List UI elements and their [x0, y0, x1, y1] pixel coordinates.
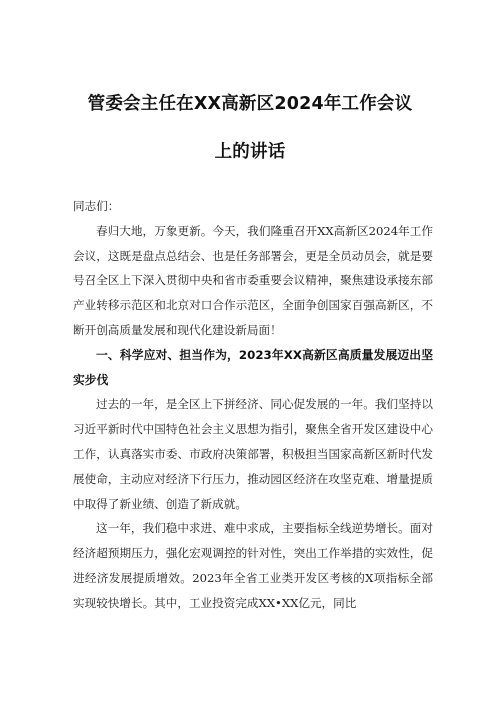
salutation: 同志们：	[73, 199, 120, 213]
document-body	[73, 194, 433, 616]
document-title-line2: 上的讲话	[214, 142, 286, 162]
paragraph-review: 过去的一年，是全区上下拼经济、同心促发展的一年。我们坚持以习近平新时代中国特色社会主义思想为指引，聚焦全省开发区建设中心工作，认真落实市委、市政府决策部署，积极担当国家高新区新时代发展使命，主动应对经济下行压力，推动园区经济在攻坚克难、增量提质中取得了新业绩、创造了新成就。	[73, 397, 433, 511]
paragraph-indicators: 这一年，我们稳中求进、难中求成，主要指标全线逆势增长。面对经济超预期压力，强化宏观调控的针对性，突出工作举措的实效性，促进经济发展提质增效。2023年全省工业类开发区考核的X项指标全部实现较快增长。其中，工业投资完成XX•XX亿元，同比	[73, 521, 433, 610]
paragraph-opening: 春归大地，万象更新。今天，我们隆重召开XX高新区2024年工作会议，这既是盘点总结会、也是任务部署会，更是全员动员会，就是要号召全区上下深入贯彻中央和省市委重要会议精神，聚焦建设承接东部产业转移示范区和北京对口合作示范区，全面争创国家百强高新区，不断开创高质量发展和现代化建设新局面！	[73, 223, 433, 337]
section-heading-1: 一、科学应对、担当作为，2023年XX高新区高质量发展迈出坚实步伐	[73, 347, 433, 387]
document-title-line1: 管委会主任在XX高新区2024年工作会议	[87, 94, 413, 114]
